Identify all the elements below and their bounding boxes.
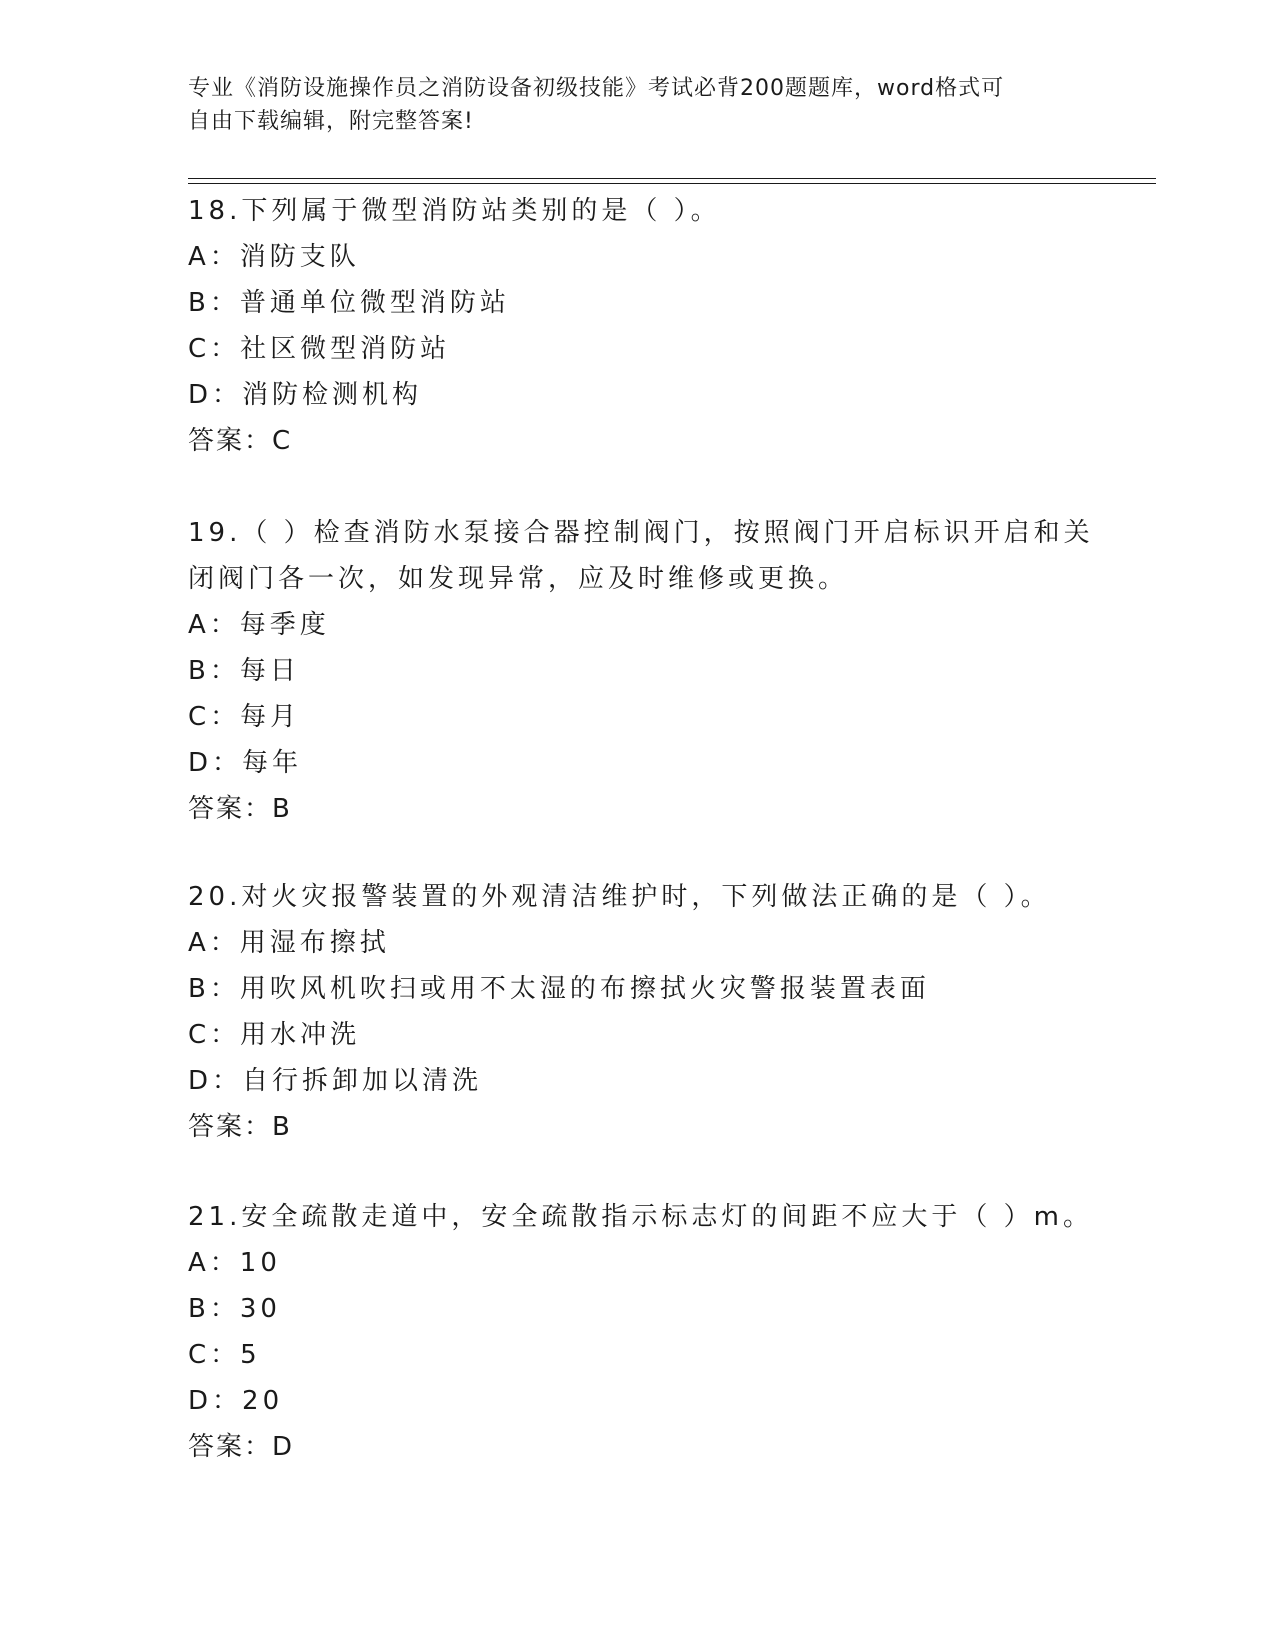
option-a: A：每季度 — [188, 610, 330, 640]
option-b: B：普通单位微型消防站 — [188, 288, 510, 318]
answer-line: 答案：B — [188, 1112, 292, 1142]
option-c: C：每月 — [188, 702, 301, 732]
option-a: A：10 — [188, 1248, 281, 1278]
document-header — [188, 72, 1088, 138]
answer-line: 答案：B — [188, 794, 292, 824]
question-18 — [188, 188, 1088, 464]
question-stem-continued: 闭阀门各一次，如发现异常，应及时维修或更换。 — [188, 564, 849, 594]
option-d: D：每年 — [188, 748, 303, 778]
option-d: D：自行拆卸加以清洗 — [188, 1066, 483, 1096]
answer-line: 答案：D — [188, 1432, 295, 1462]
header-line-1: 专业《消防设施操作员之消防设备初级技能》考试必背200题题库，word格式可 — [188, 76, 1005, 101]
question-stem: 19.（ ）检查消防水泵接合器控制阀门，按照阀门开启标识开启和关 — [188, 518, 1094, 548]
option-d: D：20 — [188, 1386, 284, 1416]
header-divider-bottom — [188, 183, 1156, 184]
question-stem: 21.安全疏散走道中，安全疏散指示标志灯的间距不应大于（ ）m。 — [188, 1202, 1093, 1232]
question-21 — [188, 1194, 1093, 1470]
question-19 — [188, 510, 1094, 832]
answer-line: 答案：C — [188, 426, 293, 456]
option-c: C：社区微型消防站 — [188, 334, 451, 364]
question-stem: 18.下列属于微型消防站类别的是（ ）。 — [188, 196, 721, 226]
option-b: B：30 — [188, 1294, 281, 1324]
option-a: A：用湿布擦拭 — [188, 928, 390, 958]
header-line-2: 自由下载编辑，附完整答案! — [188, 109, 474, 134]
option-c: C：5 — [188, 1340, 261, 1370]
option-b: B：用吹风机吹扫或用不太湿的布擦拭火灾警报装置表面 — [188, 974, 930, 1004]
question-20 — [188, 874, 1088, 1150]
option-d: D：消防检测机构 — [188, 380, 423, 410]
question-stem: 20.对火灾报警装置的外观清洁维护时，下列做法正确的是（ ）。 — [188, 882, 1051, 912]
option-b: B：每日 — [188, 656, 300, 686]
header-divider-top — [188, 178, 1156, 179]
option-a: A：消防支队 — [188, 242, 360, 272]
option-c: C：用水冲洗 — [188, 1020, 361, 1050]
